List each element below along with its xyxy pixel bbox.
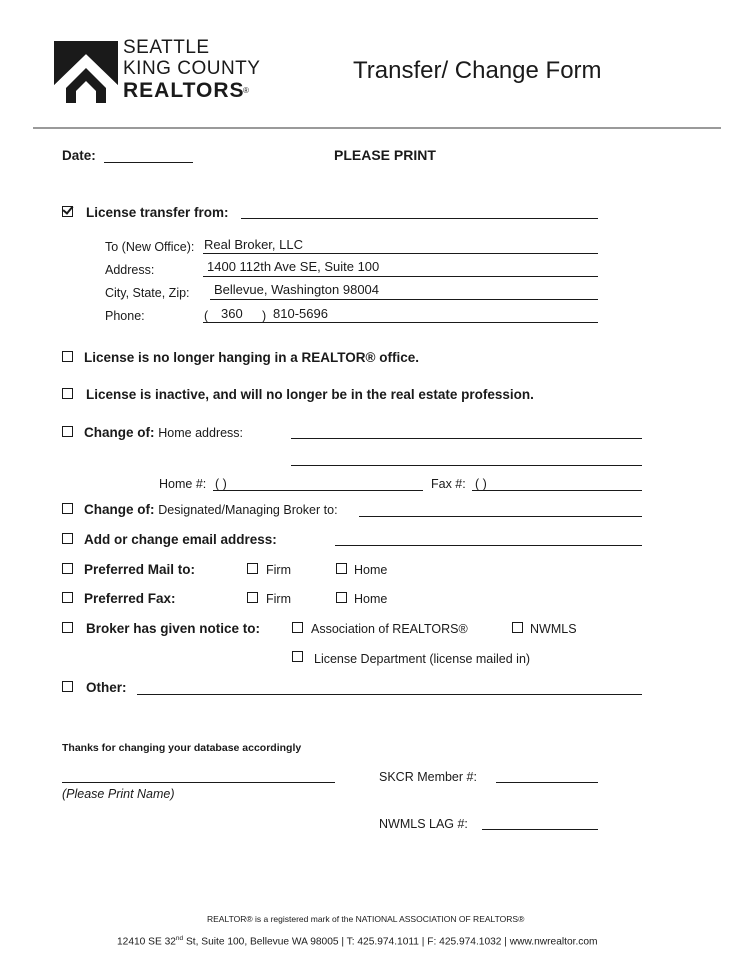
license-transfer-label: License transfer from: [86, 205, 229, 220]
to-new-office-value: Real Broker, LLC [204, 237, 303, 252]
preferred-fax-firm-label: Firm [266, 592, 291, 606]
logo-registered-mark: ® [243, 86, 249, 95]
home-number-field[interactable] [213, 490, 423, 491]
city-state-zip-field[interactable] [210, 299, 598, 300]
change-broker-label [84, 502, 338, 517]
nwmls-label: NWMLS [530, 622, 577, 636]
preferred-mail-label: Preferred Mail to: [84, 562, 196, 577]
home-number-label: Home #: [159, 477, 207, 491]
nwmls-lag-label: NWMLS LAG #: [379, 817, 468, 831]
city-state-zip-value: Bellevue, Washington 98004 [214, 282, 380, 297]
license-department-label: License Department (license mailed in) [314, 652, 531, 666]
association-realtors-label: Association of REALTORS® [311, 622, 468, 636]
other-label: Other: [86, 680, 127, 695]
logo-house-mark [54, 41, 118, 103]
please-print: PLEASE PRINT [334, 147, 436, 163]
thanks-note: Thanks for changing your database accordingly [62, 742, 302, 754]
preferred-mail-firm-label: Firm [266, 563, 291, 577]
preferred-fax-home-checkbox[interactable] [336, 592, 347, 603]
footer-address [117, 935, 598, 947]
other-checkbox[interactable] [62, 681, 73, 692]
preferred-fax-firm-checkbox[interactable] [247, 592, 258, 603]
logo-line1: SEATTLE [123, 37, 210, 58]
change-of-broker-bold: Change of: [84, 502, 155, 517]
managing-broker-field[interactable] [359, 516, 642, 517]
association-realtors-checkbox[interactable] [292, 622, 303, 633]
footer-address-sup: nd [175, 935, 184, 942]
other-field[interactable] [137, 694, 642, 695]
broker-notice-label: Broker has given notice to: [86, 621, 261, 636]
skcr-member-label: SKCR Member #: [379, 770, 477, 784]
form-title: Transfer/ Change Form [353, 57, 602, 84]
change-home-address-label [84, 425, 243, 440]
address-value: 1400 112th Ave SE, Suite 100 [207, 259, 380, 274]
home-address-field-1[interactable] [291, 438, 642, 439]
phone-close-paren: ) [262, 309, 267, 323]
header-divider [33, 127, 721, 129]
change-of-bold: Change of: [84, 425, 155, 440]
license-department-checkbox[interactable] [292, 651, 303, 662]
nwmls-lag-field[interactable] [482, 829, 598, 830]
license-transfer-from-field[interactable] [241, 218, 598, 219]
preferred-fax-label: Preferred Fax: [84, 591, 176, 606]
nwmls-checkbox[interactable] [512, 622, 523, 633]
footer-address-pre: 12410 SE 32 [117, 936, 176, 948]
footer-trademark-note: REALTOR® is a registered mark of the NATIONAL ASSOCIATION OF REALTORS® [207, 914, 525, 924]
to-new-office-label: To (New Office): [105, 240, 195, 254]
email-field[interactable] [335, 545, 642, 546]
address-field[interactable] [203, 276, 598, 277]
logo-line2: KING COUNTY [123, 58, 261, 79]
email-checkbox[interactable] [62, 533, 73, 544]
preferred-mail-firm-checkbox[interactable] [247, 563, 258, 574]
inactive-checkbox[interactable] [62, 388, 73, 399]
license-transfer-checkbox[interactable] [62, 206, 73, 217]
preferred-fax-home-label: Home [354, 592, 388, 606]
home-address-field-2[interactable] [291, 465, 642, 466]
home-address-text: Home address: [158, 426, 244, 440]
phone-field[interactable] [203, 322, 598, 323]
inactive-label: License is inactive, and will no longer be in the real estate profession. [86, 387, 534, 402]
change-home-address-checkbox[interactable] [62, 426, 73, 437]
date-field[interactable] [104, 162, 193, 163]
no-longer-hanging-label: License is no longer hanging in a REALTOR® office. [84, 350, 419, 365]
managing-broker-text: Designated/Managing Broker to: [158, 503, 338, 517]
phone-number: 810-5696 [273, 306, 328, 321]
preferred-mail-checkbox[interactable] [62, 563, 73, 574]
broker-notice-checkbox[interactable] [62, 622, 73, 633]
fax-number-field[interactable] [472, 490, 642, 491]
date-label: Date: [62, 148, 96, 163]
preferred-fax-checkbox[interactable] [62, 592, 73, 603]
footer-address-post: St, Suite 100, Bellevue WA 98005 | T: 425.974.1011 | F: 425.974.1032 | www.nwrealtor.com [183, 936, 598, 948]
to-new-office-field[interactable] [203, 253, 598, 254]
phone-open-paren: ( [204, 309, 209, 323]
logo-line3: REALTORS [123, 79, 245, 102]
fax-number-parens: ( ) [475, 477, 487, 491]
no-longer-hanging-checkbox[interactable] [62, 351, 73, 362]
print-name-field[interactable] [62, 782, 335, 783]
preferred-mail-home-label: Home [354, 563, 388, 577]
change-broker-checkbox[interactable] [62, 503, 73, 514]
print-name-label: (Please Print Name) [62, 787, 175, 801]
skcr-member-field[interactable] [496, 782, 598, 783]
city-state-zip-label: City, State, Zip: [105, 286, 190, 300]
phone-label: Phone: [105, 309, 145, 323]
preferred-mail-home-checkbox[interactable] [336, 563, 347, 574]
email-label: Add or change email address: [84, 532, 277, 547]
fax-number-label: Fax #: [431, 477, 466, 491]
phone-area-code: 360 [221, 306, 243, 321]
address-label: Address: [105, 263, 155, 277]
home-number-parens: ( ) [215, 477, 227, 491]
